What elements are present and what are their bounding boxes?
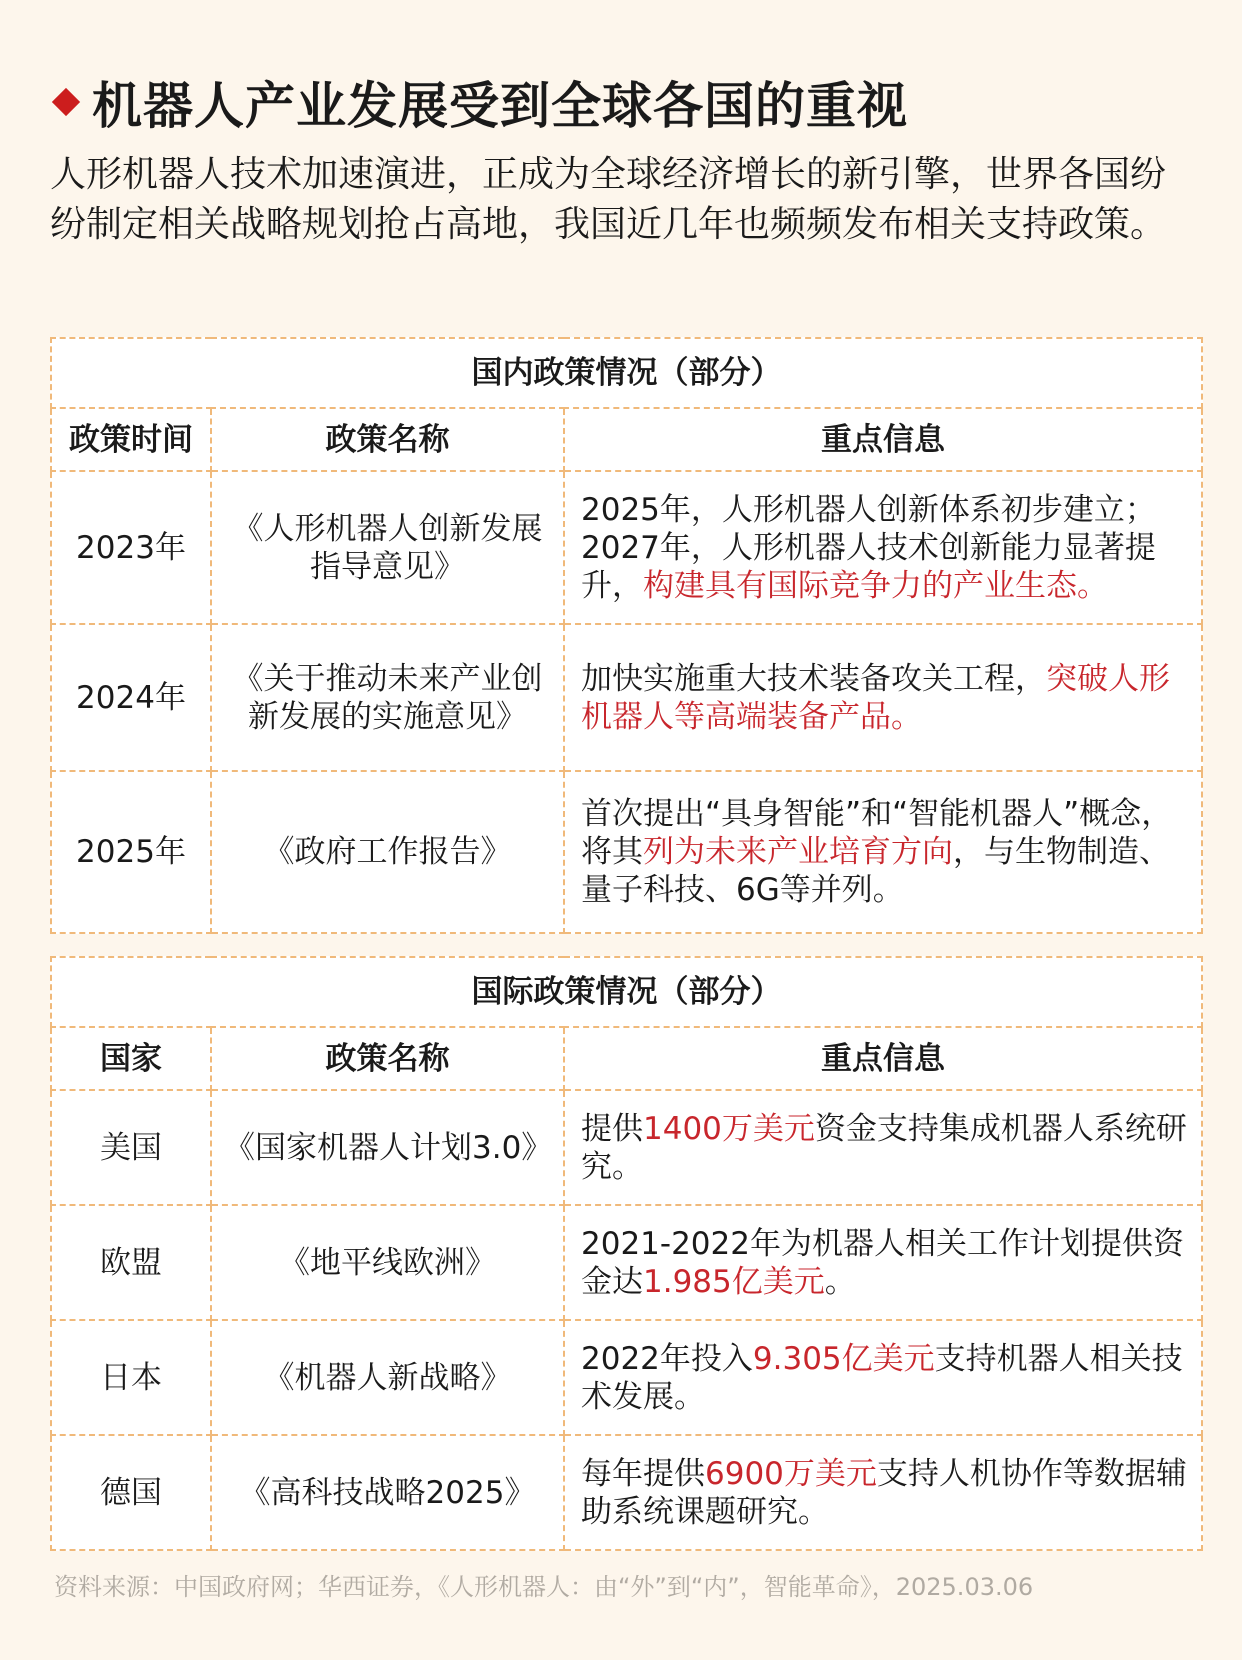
key-info-text: 2025年，人形机器人创新体系初步建立；2027年，人形机器人技术创新能力显著提升， xyxy=(581,491,1156,604)
policy-time: 2023年 xyxy=(51,471,211,624)
table-row xyxy=(51,1320,1202,1435)
key-info-highlight: 列为未来产业培育方向 xyxy=(643,834,953,870)
key-info-highlight: 突破人形机器人等高端装备产品。 xyxy=(581,660,1170,735)
key-info-highlight: 6900万美元 xyxy=(705,1455,877,1492)
country: 美国 xyxy=(51,1090,211,1205)
intro-paragraph: 人形机器人技术加速演进，正成为全球经济增长的新引擎，世界各国纷纷制定相关战略规划抢占高地，我国近几年也频频发布相关支持政策。 xyxy=(50,154,1167,245)
table-row xyxy=(51,471,1202,624)
country: 德国 xyxy=(51,1435,211,1550)
policy-name: 《国家机器人计划3.0》 xyxy=(211,1090,564,1205)
key-info-highlight: 9.305亿美元 xyxy=(752,1340,935,1377)
key-info-text: 2022年投入 xyxy=(581,1340,753,1377)
header-policy-name: 政策名称 xyxy=(211,408,564,471)
international-table-caption: 国际政策情况（部分） xyxy=(51,957,1202,1027)
key-info xyxy=(564,1205,1202,1320)
header-policy-name: 政策名称 xyxy=(211,1027,564,1090)
table-row xyxy=(51,624,1202,771)
key-info xyxy=(564,1090,1202,1205)
key-info-text: 首次提出“具身智能”和“智能机器人”概念，将其 xyxy=(581,796,1173,870)
table-row xyxy=(51,1205,1202,1320)
header-policy-time: 政策时间 xyxy=(51,408,211,471)
country: 欧盟 xyxy=(51,1205,211,1320)
policy-name: 《政府工作报告》 xyxy=(211,771,564,933)
key-info-tail: 资金支持集成机器人系统研究。 xyxy=(581,1110,1187,1185)
key-info-text: 每年提供 xyxy=(581,1455,705,1492)
page-title xyxy=(50,66,908,138)
policy-name: 《人形机器人创新发展指导意见》 xyxy=(211,471,564,624)
policy-name: 《高科技战略2025》 xyxy=(211,1435,564,1550)
policy-time: 2025年 xyxy=(51,771,211,933)
header-key-info: 重点信息 xyxy=(564,408,1202,471)
key-info-tail: 支持人机协作等数据辅助系统课题研究。 xyxy=(581,1455,1187,1530)
key-info-text: 2021-2022年为机器人相关工作计划提供资金达 xyxy=(581,1225,1184,1300)
key-info-highlight: 1400万美元 xyxy=(643,1110,815,1147)
domestic-table-caption: 国内政策情况（部分） xyxy=(51,338,1202,408)
page-title-text: 机器人产业发展受到全球各国的重视 xyxy=(92,77,908,135)
country: 日本 xyxy=(51,1320,211,1435)
source-note: 资料来源：中国政府网；华西证券，《人形机器人：由“外”到“内”，智能革命》，2025.03.06 xyxy=(54,1573,1034,1601)
policy-time: 2024年 xyxy=(51,624,211,771)
policy-name: 《地平线欧洲》 xyxy=(211,1205,564,1320)
key-info xyxy=(564,624,1202,771)
key-info-tail: 支持机器人相关技术发展。 xyxy=(581,1340,1183,1415)
key-info-text: 加快实施重大技术装备攻关工程， xyxy=(581,660,1046,697)
table-row xyxy=(51,771,1202,933)
policy-name: 《机器人新战略》 xyxy=(211,1320,564,1435)
table-row xyxy=(51,1090,1202,1205)
key-info xyxy=(564,1435,1202,1550)
key-info-tail: ，与生物制造、量子科技、6G等并列。 xyxy=(581,834,1170,908)
header-key-info: 重点信息 xyxy=(564,1027,1202,1090)
key-info-highlight: 1.985亿美元 xyxy=(643,1263,825,1300)
header-country: 国家 xyxy=(51,1027,211,1090)
key-info-highlight: 构建具有国际竞争力的产业生态。 xyxy=(643,567,1108,604)
diamond-bullet-icon xyxy=(52,88,80,116)
key-info xyxy=(564,471,1202,624)
policy-name: 《关于推动未来产业创新发展的实施意见》 xyxy=(211,624,564,771)
international-policy-table xyxy=(50,956,1203,1551)
key-info xyxy=(564,771,1202,933)
key-info-text: 提供 xyxy=(581,1110,643,1147)
key-info-tail: 。 xyxy=(824,1263,856,1300)
key-info xyxy=(564,1320,1202,1435)
domestic-policy-table xyxy=(50,337,1203,934)
table-row xyxy=(51,1435,1202,1550)
